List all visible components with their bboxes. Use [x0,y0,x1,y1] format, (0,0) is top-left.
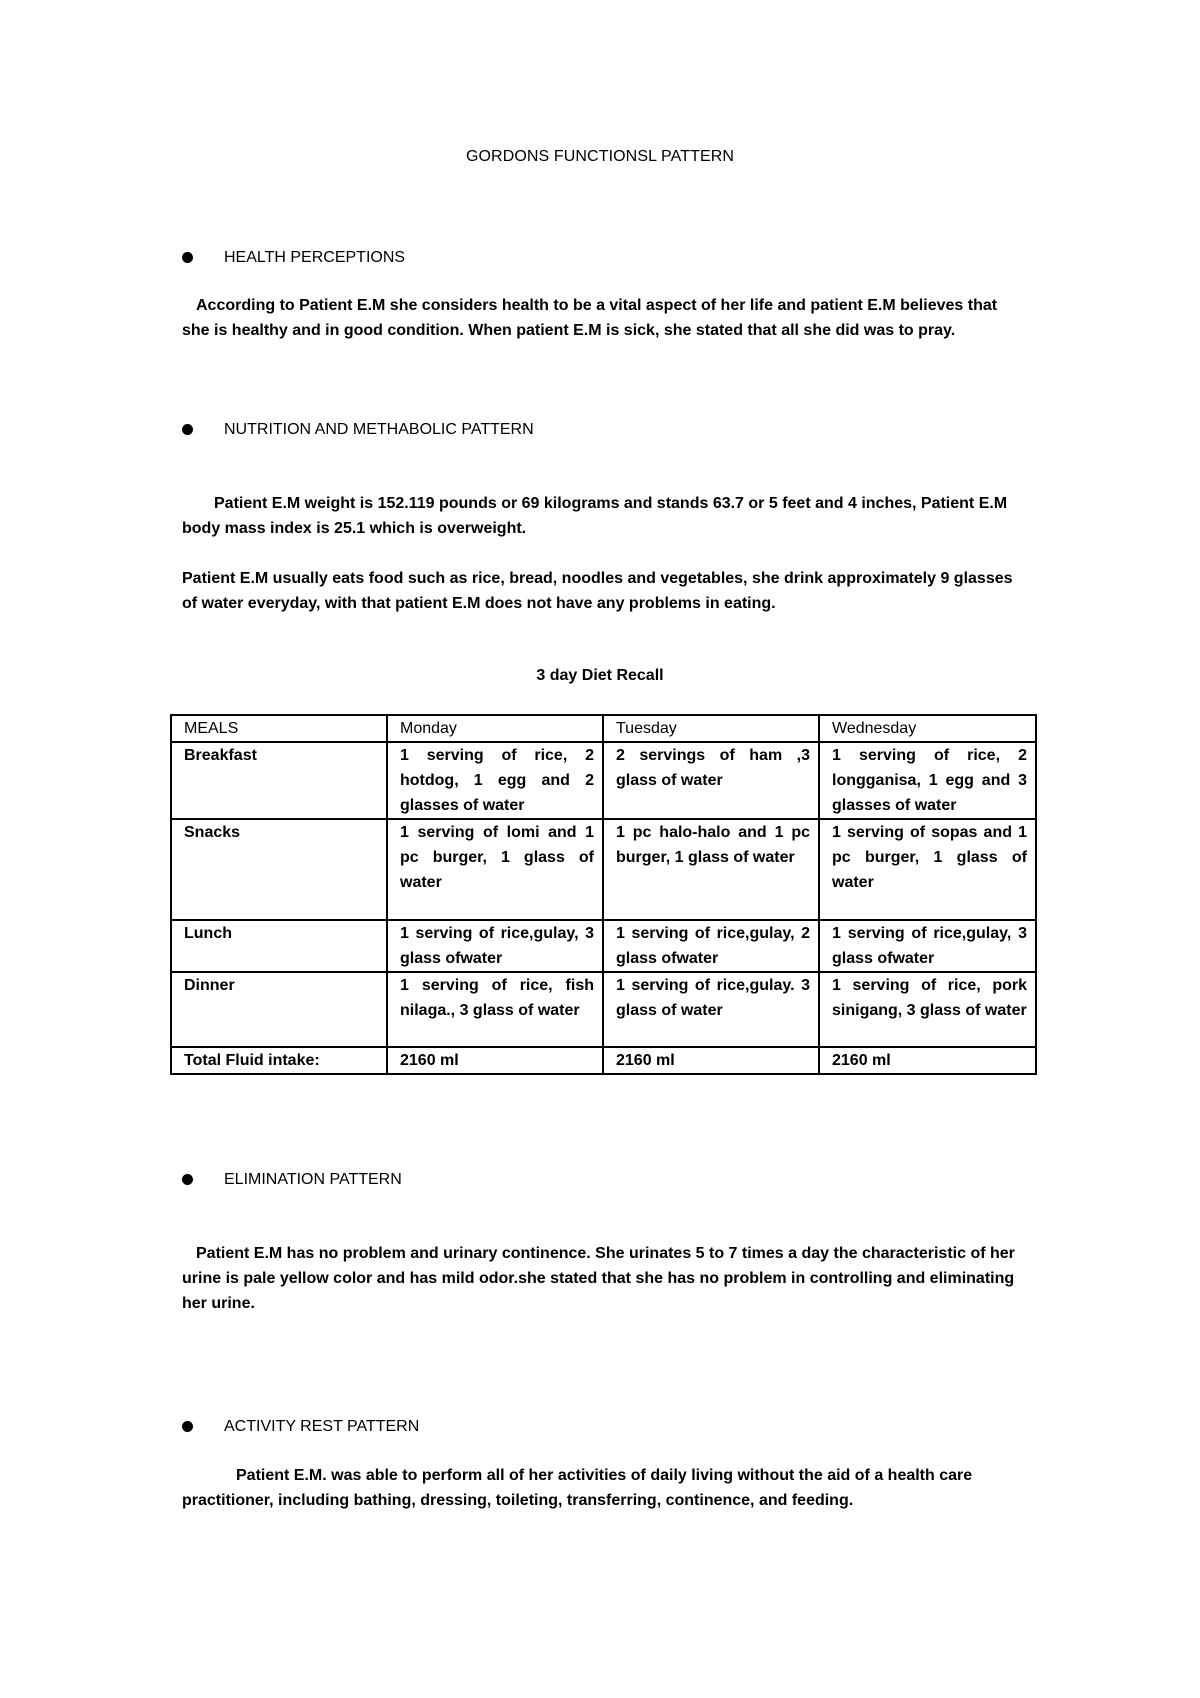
table-cell: 2160 ml [387,1047,603,1074]
table-row [171,920,1036,972]
table-header-cell: Monday [387,715,603,742]
table-cell: 1 serving of rice,gulay, 3 glass ofwater [387,920,603,972]
table-cell: 2160 ml [819,1047,1036,1074]
table-header-cell: MEALS [171,715,387,742]
elimination-paragraph: Patient E.M has no problem and urinary continence. She urinates 5 to 7 times a day the characteristic of her urine is pale yellow color and has mild odor.she stated that she has no problem in controlling and eliminating her urine. [182,1245,1015,1312]
table-cell: 1 serving of rice, 2 longganisa, 1 egg and 3 glasses of water [819,742,1036,819]
section-heading-text: ELIMINATION PATTERN [224,1171,402,1188]
nutrition-paragraph-1: Patient E.M weight is 152.119 pounds or 69 kilograms and stands 63.7 or 5 feet and 4 inches, Patient E.M body mass index is 25.1 which is overweight. [182,495,1008,537]
health-paragraph: According to Patient E.M she considers health to be a vital aspect of her life and patient E.M believes that she is healthy and in good condition. When patient E.M is sick, she stated that all she did was to pray. [182,297,998,339]
table-cell: Breakfast [171,742,387,819]
table-header-cell: Wednesday [819,715,1036,742]
table-cell: 1 serving of rice,gulay. 3 glass of water [603,972,819,1047]
table-cell: Snacks [171,819,387,920]
section-heading-text: NUTRITION AND METHABOLIC PATTERN [224,421,534,438]
table-cell: 1 serving of rice,gulay, 3 glass ofwater [819,920,1036,972]
bullet-icon [182,1174,193,1185]
table-row [171,819,1036,920]
bullet-icon [182,424,193,435]
table-cell: 2 servings of ham ,3 glass of water [603,742,819,819]
table-cell: 2160 ml [603,1047,819,1074]
document-title: GORDONS FUNCTIONSL PATTERN [465,148,735,165]
nutrition-paragraph-2: Patient E.M usually eats food such as rice, bread, noodles and vegetables, she drink approximately 9 glasses of water everyday, with that patient E.M does not have any problems in eating. [182,570,1013,612]
table-cell: 1 serving of rice, pork sinigang, 3 glass of water [819,972,1036,1047]
table-row [171,972,1036,1047]
table-cell: 1 serving of rice,gulay, 2 glass ofwater [603,920,819,972]
table-cell: 1 pc halo-halo and 1 pc burger, 1 glass of water [603,819,819,920]
table-header-row [171,715,1036,742]
section-heading-text: ACTIVITY REST PATTERN [224,1418,420,1435]
bullet-icon [182,1421,193,1432]
table-cell: 1 serving of lomi and 1 pc burger, 1 glass of water [387,819,603,920]
table-row-total [171,1047,1036,1074]
section-heading-text: HEALTH PERCEPTIONS [224,249,406,266]
table-header-cell: Tuesday [603,715,819,742]
table-row [171,742,1036,819]
activity-paragraph: Patient E.M. was able to perform all of her activities of daily living without the aid of a health care practitioner, including bathing, dressing, toileting, transferring, continence, and feeding. [182,1467,973,1509]
table-cell: Lunch [171,920,387,972]
table-cell: 1 serving of rice, fish nilaga., 3 glass of water [387,972,603,1047]
table-cell: 1 serving of rice, 2 hotdog, 1 egg and 2 glasses of water [387,742,603,819]
table-cell: Dinner [171,972,387,1047]
diet-table-caption: 3 day Diet Recall [536,667,664,684]
table-cell: 1 serving of sopas and 1 pc burger, 1 glass of water [819,819,1036,920]
table-cell: Total Fluid intake: [171,1047,387,1074]
diet-recall-table [170,714,1037,1075]
bullet-icon [182,252,193,263]
